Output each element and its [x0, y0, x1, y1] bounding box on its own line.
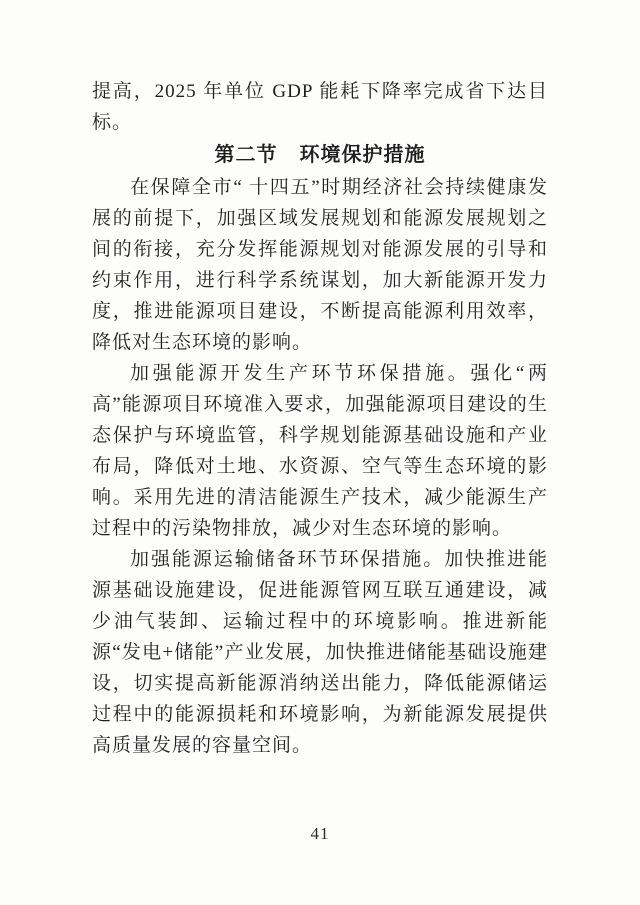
page-content [92, 76, 548, 761]
continuation-paragraph: 提高，2025 年单位 GDP 能耗下降率完成省下达目标。 [92, 81, 548, 133]
page-number: 41 [310, 824, 330, 843]
body-paragraph-2: 加强能源开发生产环节环保措施。强化“两高”能源项目环境准入要求，加强能源项目建设的生态保护与环境监管，科学规划能源基础设施和产业布局，降低对土地、水资源、空气等生态环境的影响。采用先进的清洁能源生产技术，减少能源生产过程中的污染物排放，减少对生态环境的影响。 [92, 363, 548, 539]
body-paragraph-1: 在保障全市“ 十四五”时期经济社会持续健康发展的前提下，加强区域发展规划和能源发展规划之间的衔接，充分发挥能源规划对能源发展的引导和约束作用，进行科学系统谋划，加大新能源开发力度，推进能源项目建设，不断提高能源利用效率，降低对生态环境的影响。 [92, 177, 548, 353]
section-title: 环境保护措施 [299, 144, 426, 166]
body-paragraph-3: 加强能源运输储备环节环保措施。加快推进能源基础设施建设，促进能源管网互联互通建设，减少油气装卸、运输过程中的环境影响。推进新能源“发电+储能”产业发展，加快推进储能基础设施建设，切实提高新能源消纳送出能力，降低能源储运过程中的能源损耗和环境影响，为新能源发展提供高质量发展的容量空间。 [92, 549, 548, 756]
section-heading [92, 139, 548, 171]
section-number: 第二节 [214, 144, 278, 166]
